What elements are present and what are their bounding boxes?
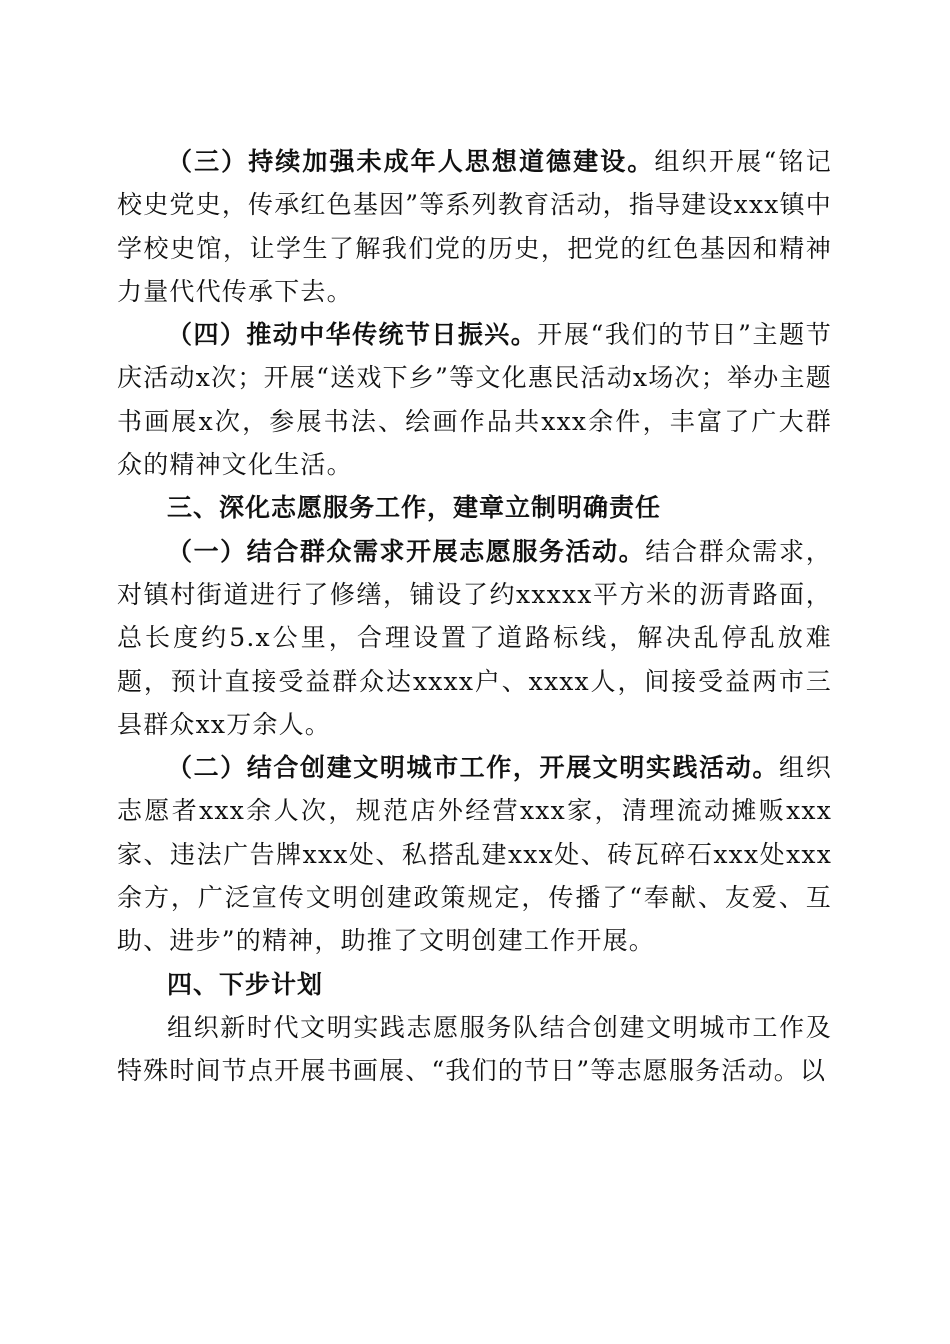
paragraph-text: 开展“我们的节日”主题节庆活动x次；开展“送戏下乡”等文化惠民活动x场次；举办主题书画展x次，参展书法、绘画作品共xxx余件，丰富了广大群众的精神文化生活。 xyxy=(117,320,832,480)
paragraph-next-steps: 组织新时代文明实践志愿服务队结合创建文明城市工作及特殊时间节点开展书画展、“我们的节日”等志愿服务活动。以 xyxy=(117,1012,832,1086)
paragraph-lead: （四）推动中华传统节日振兴。 xyxy=(167,320,538,350)
paragraph-civilization-practice xyxy=(117,746,832,962)
paragraph-lead: （二）结合创建文明城市工作，开展文明实践活动。 xyxy=(167,753,779,783)
paragraph-lead: （三）持续加强未成年人思想道德建设。 xyxy=(167,147,655,176)
document-body xyxy=(117,140,832,1093)
paragraph-minors-moral-education xyxy=(117,140,832,313)
paragraph-text: 结合群众需求，对镇村街道进行了修缮，铺设了约xxxxx平方米的沥青路面，总长度约5.x公里，合理设置了道路标线，解决乱停乱放难题，预计直接受益群众达xxxx户、xxxx人，间接受益两市三县群众xx万余人。 xyxy=(117,536,832,739)
paragraph-traditional-festivals xyxy=(117,313,832,486)
section-heading-volunteer-service: 三、深化志愿服务工作，建章立制明确责任 xyxy=(167,493,662,523)
paragraph-volunteer-activities xyxy=(117,530,832,746)
section-heading-next-steps: 四、下步计划 xyxy=(167,969,324,999)
paragraph-text: 组织志愿者xxx余人次，规范店外经营xxx家，清理流动摊贩xxx家、违法广告牌xxx处、私搭乱建xxx处、砖瓦碎石xxx处xxx余方，广泛宣传文明创建政策规定，传播了“奉献、友爱、互助、进步”的精神，助推了文明创建工作开展。 xyxy=(117,753,832,956)
paragraph-text: 组织开展“铭记校史党史，传承红色基因”等系列教育活动，指导建设xxx镇中学校史馆，让学生了解我们党的历史，把党的红色基因和精神力量代代传承下去。 xyxy=(117,147,832,306)
paragraph-lead: （一）结合群众需求开展志愿服务活动。 xyxy=(167,536,646,566)
